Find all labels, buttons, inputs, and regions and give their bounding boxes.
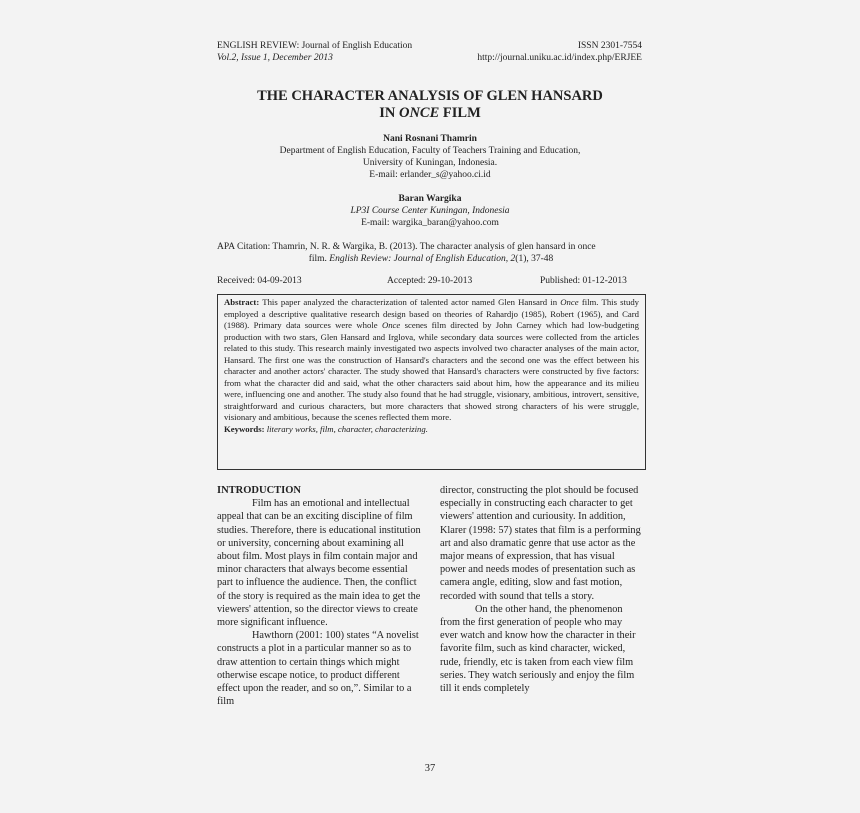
issn: ISSN 2301-7554 xyxy=(577,41,642,51)
body-paragraph: director, constructing the plot should be focused especially in constructing each character to get viewers' attention and curiousity. In addition, Klarer (1998: 57) states that film is a performing art and also dramatic genre that use actor as the major means of expression, that has visual power and needs modes of presentation such as camera angle, editing, slow and fast motion, recorded with sound that tells a story. xyxy=(440,485,641,602)
right-column xyxy=(440,484,642,695)
paper-title-line2: IN ONCE FILM xyxy=(379,105,481,121)
paper-title-line1: THE CHARACTER ANALYSIS OF GLEN HANSARD xyxy=(257,88,603,104)
left-column xyxy=(217,484,422,708)
author1-email[interactable]: E-mail: erlander_s@yahoo.ci.id xyxy=(369,170,491,180)
apa-citation: APA Citation: Thamrin, N. R. & Wargika, B. (2013). The character analysis of glen hansard in once film. English Review: Journal of English Education, 2(1), 37-48 xyxy=(217,242,596,264)
author1-affiliation-2: University of Kuningan, Indonesia. xyxy=(362,158,498,168)
body-paragraph: Film has an emotional and intellectual appeal that can be an exciting discipline of film studies. Therefore, there is educational institution or university, concerning about examining all about film. Most plays in film contain major and minor characters that always become essential part to influence the audience. Then, the conflict of the story is required as the main idea to get the viewers' attention, so the director views to create more significant influence. xyxy=(217,498,421,629)
keywords: literary works, film, character, characterizing. xyxy=(264,423,428,434)
volume-info: Vol.2, Issue 1, December 2013 xyxy=(217,53,333,63)
abstract-label: Abstract: xyxy=(224,297,260,307)
published-date: Published: 01-12-2013 xyxy=(540,276,627,286)
keywords-label: Keywords: xyxy=(224,423,265,434)
author1-name: Nani Rosnani Thamrin xyxy=(383,134,477,144)
section-heading-introduction: INTRODUCTION xyxy=(217,485,302,496)
abstract-box: Abstract: This paper analyzed the characterization of talented actor named Glen Hansard in Once film. This study employed a descriptive qualitative research design based on theories of Rahardjo (1985), Robert (1965), and Card (1988). Primary data sources were whole Once scenes film directed by John Carney which had low-budgeting production with two stars, Glen Hansard and Irglova, while secondary data sources were collected from the articles related to this study. This research mainly investigated two aspects involved two character analyses of the main actor, Hansard. The first one was the construction of Hansard's characters and the second one was the effect between his character and another actors' character. The study showed that Hansard's characters were constructed by five factors: from what the character did and said, what the other characters said about him, how the appearance and its milieu were, influencing one and another. The study also found that he had struggle, visionary, ambitious, introvert, sensitive, straightforward and curious characters, but more characters that showed strong characters of his were struggle, visionary and ambitious, because the scenes reflected them more. Keywords: literary works, film, character, characterizing. xyxy=(217,294,646,470)
journal-url[interactable]: http://journal.uniku.ac.id/index.php/ERJEE xyxy=(477,53,642,63)
journal-name: ENGLISH REVIEW: Journal of English Education xyxy=(217,41,413,51)
received-date: Received: 04-09-2013 xyxy=(217,276,302,286)
accepted-date: Accepted: 29-10-2013 xyxy=(387,276,473,286)
author2-name: Baran Wargika xyxy=(398,194,462,204)
page-number: 37 xyxy=(424,763,436,774)
author2-affiliation: LP3I Course Center Kuningan, Indonesia xyxy=(350,206,510,216)
body-paragraph: Hawthorn (2001: 100) states “A novelist constructs a plot in a particular manner so as to draw attention to certain things which might otherwise escape notice, to product different effect upon the reader, and so on,”. Similar to a film xyxy=(217,630,419,708)
author1-affiliation-1: Department of English Education, Faculty of Teachers Training and Education, xyxy=(279,146,581,156)
body-paragraph: On the other hand, the phenomenon from the first generation of people who may ever watch and know how the character in their favorite film, such as kind character, wicked, rude, friendly, etc is taken from each view film series. They watch seriously and enjoy the film till it ends completely xyxy=(440,603,636,695)
author2-email[interactable]: E-mail: wargika_baran@yahoo.com xyxy=(361,218,499,228)
